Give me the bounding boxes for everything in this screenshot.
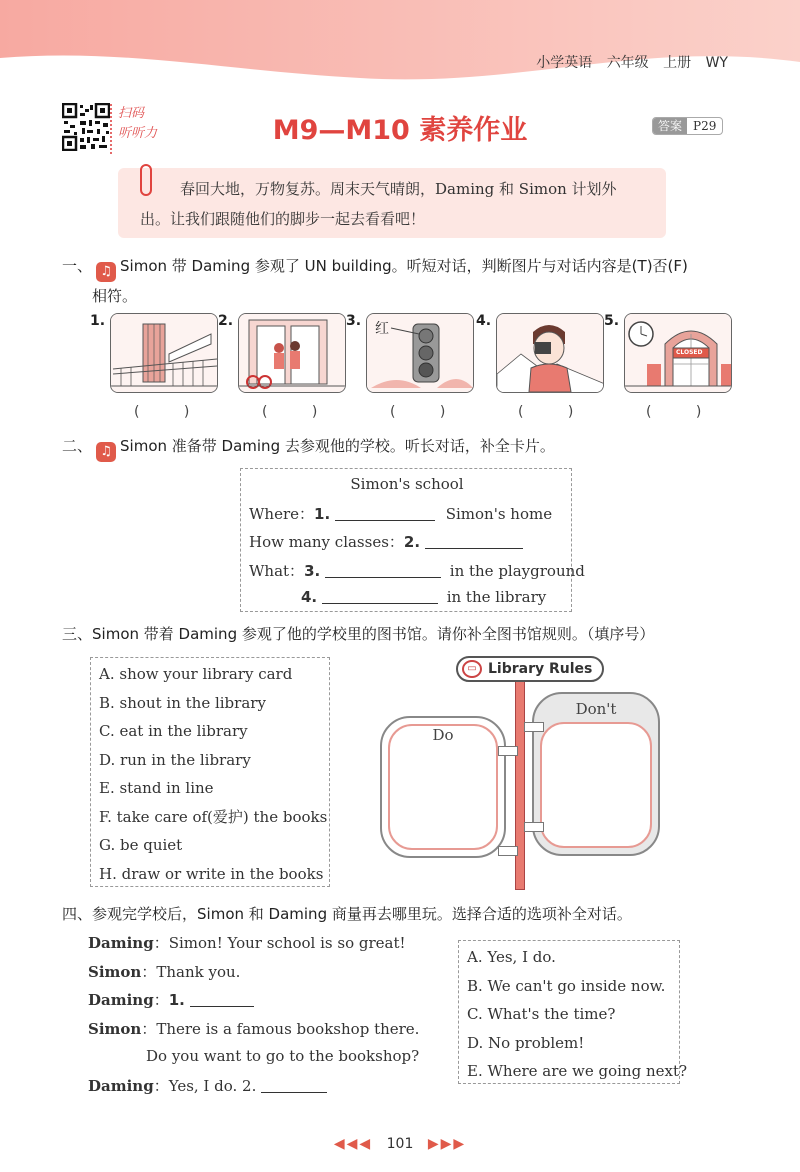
answer-paren-3[interactable]: ( ): [390, 404, 466, 420]
sign-title: Library Rules: [488, 661, 593, 677]
option-e: E. stand in line: [99, 779, 214, 797]
option-a: A. Yes, I do.: [467, 948, 556, 966]
card-row-classes: How many classes：2.: [249, 531, 523, 552]
book-info: [526, 52, 728, 72]
dont-board: [532, 692, 660, 856]
picture-2-children-at-door: [238, 313, 346, 393]
picture-3-traffic-light: [366, 313, 474, 393]
intro-box: [118, 168, 666, 238]
sign-clamp: [524, 822, 544, 832]
dialog-line-1: Daming：Simon! Your school is so great!: [88, 934, 406, 952]
dialog-line-2: Simon：Thank you.: [88, 963, 241, 981]
sign-pole: [515, 676, 525, 890]
option-d: D. run in the library: [99, 750, 251, 769]
grade: 六年级: [606, 55, 649, 71]
red-label: 红: [375, 321, 389, 337]
right-arrows-icon: ▶▶▶: [427, 1136, 467, 1152]
dialog-line-3: Daming：1.: [88, 989, 254, 1010]
dialog-line-5: Do you want to go to the bookshop?: [146, 1047, 420, 1065]
picture-1-building: [110, 313, 218, 393]
book-icon: ▭: [462, 660, 482, 678]
section-4-instruction: 四、参观完学校后，Simon 和 Daming 商量再去哪里玩。选择合适的选项补全对话。: [62, 905, 632, 923]
subject: 小学英语: [536, 55, 593, 71]
page-footer: [0, 1136, 800, 1152]
option-c: C. What's the time?: [467, 1005, 616, 1023]
dialog-line-4: Simon：There is a famous bookshop there.: [88, 1020, 420, 1038]
option-f: F. take care of(爱护) the books: [99, 807, 328, 826]
option-h: H. draw or write in the books: [99, 864, 324, 883]
card-row-where: Where：1. Simon's home: [249, 505, 553, 523]
headphones-icon[interactable]: ♫: [96, 442, 116, 462]
sign-clamp: [524, 722, 544, 732]
section-3-instruction: 三、Simon 带着 Daming 参观了他的学校里的图书馆。请你补全图书馆规则。（填序号）: [62, 625, 655, 643]
blank-3[interactable]: [325, 564, 441, 578]
dialog-options: [458, 940, 688, 1084]
top-banner: [0, 0, 800, 90]
section-2-instruction: 二、 ♫ Simon 准备带 Daming 去参观他的学校。听长对话，补全卡片。: [62, 432, 555, 462]
left-arrows-icon: ◀◀◀: [333, 1136, 373, 1152]
picture-5-closed-sign: [624, 313, 732, 393]
dialog-blank-1[interactable]: [190, 993, 254, 1007]
item-number: 5.: [604, 313, 620, 329]
option-b: B. We can't go inside now.: [467, 976, 666, 995]
answer-reference[interactable]: [652, 117, 723, 135]
card-row-what-4: 4. in the library: [301, 588, 547, 606]
dont-label: Don't: [575, 700, 617, 718]
card-row-what-3: What：3. in the playground: [249, 562, 585, 580]
paperclip-icon: [140, 164, 152, 196]
answer-paren-5[interactable]: ( ): [646, 404, 722, 420]
option-b: B. shout in the library: [99, 693, 266, 712]
option-c: C. eat in the library: [99, 722, 248, 740]
card-title: Simon's school: [350, 475, 464, 493]
dialog-blank-2[interactable]: [261, 1079, 327, 1093]
answer-paren-2[interactable]: ( ): [262, 404, 338, 420]
blank-2[interactable]: [425, 535, 523, 549]
sign-clamp: [498, 846, 518, 856]
sign-clamp: [498, 746, 518, 756]
page-title: M9—M10 素养作业: [272, 115, 528, 146]
item-number: 2.: [218, 313, 234, 329]
item-number: 1.: [90, 313, 106, 329]
answer-tag: 答案: [653, 118, 687, 134]
item-number: 4.: [476, 313, 492, 329]
intro-line-2: 出。让我们跟随他们的脚步一起去看看吧！: [140, 210, 426, 228]
headphones-icon[interactable]: ♫: [96, 262, 116, 282]
closed-sign: CLOSED: [676, 349, 703, 356]
page-number: 101: [386, 1136, 414, 1152]
answer-page: P29: [693, 119, 717, 133]
library-options: [90, 657, 330, 887]
option-a: A. show your library card: [99, 665, 293, 683]
edition: WY: [705, 55, 728, 71]
dialog-line-6: Daming：Yes, I do. 2.: [88, 1075, 327, 1096]
item-number: 3.: [346, 313, 362, 329]
scan-to-listen-label: 扫码 听听力: [110, 104, 162, 154]
school-card: [240, 468, 585, 612]
option-d: D. No problem!: [467, 1033, 585, 1052]
blank-4[interactable]: [322, 590, 438, 604]
answer-paren-4[interactable]: ( ): [518, 404, 594, 420]
option-e: E. Where are we going next?: [467, 1062, 688, 1080]
answer-paren-1[interactable]: ( ): [134, 404, 210, 420]
section-1-instruction: 一、 ♫ Simon 带 Daming 参观了 UN building。听短对话，判断图片与对话内容是(T)否(F) 相符。: [62, 257, 688, 305]
library-rules-sign: [456, 656, 604, 682]
do-label: Do: [432, 726, 454, 744]
blank-1[interactable]: [335, 507, 435, 521]
picture-4-taking-photo: [496, 313, 604, 393]
volume: 上册: [663, 55, 692, 71]
option-g: G. be quiet: [99, 836, 183, 854]
intro-line-1: 春回大地，万物复苏。周末天气晴朗，Daming 和 Simon 计划外: [180, 180, 617, 198]
do-board: [380, 716, 506, 858]
